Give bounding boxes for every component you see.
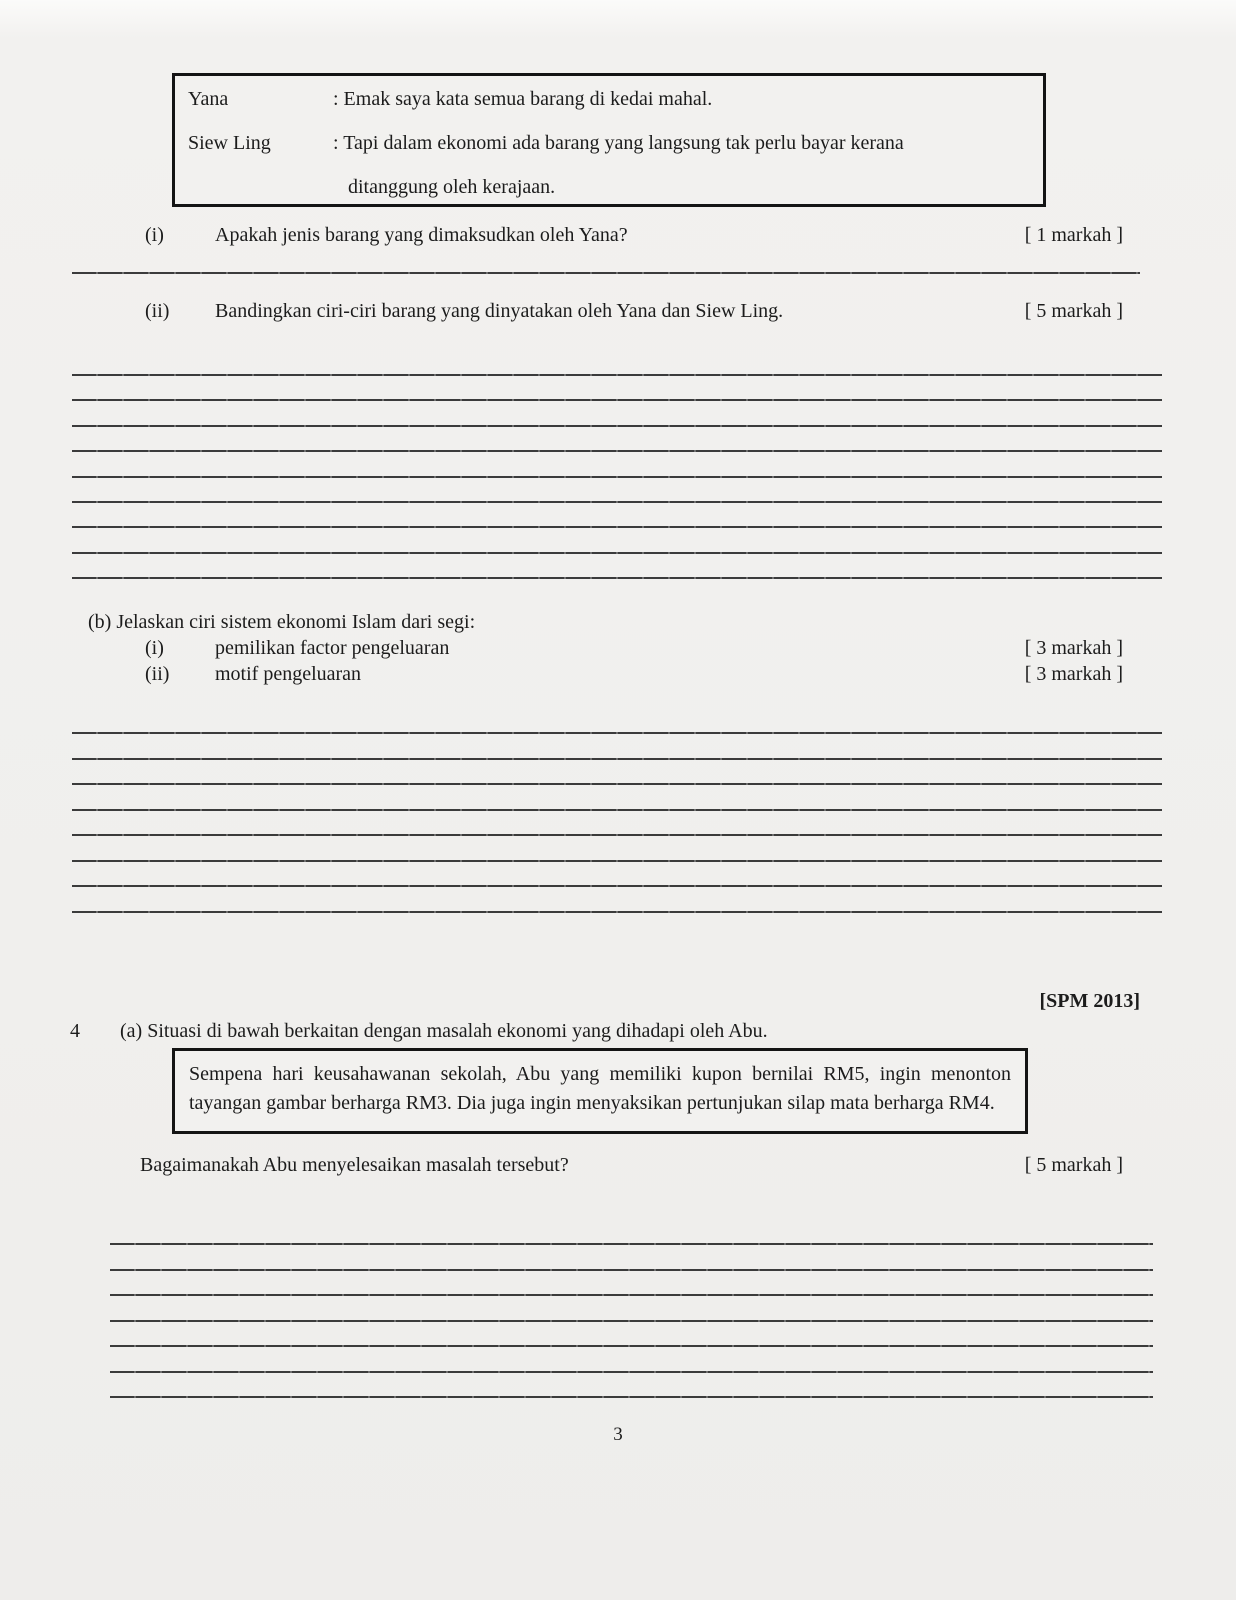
speaker-name (188, 176, 333, 199)
answer-line (110, 1269, 1153, 1271)
answer-line (110, 1345, 1153, 1347)
answer-line (72, 476, 1162, 478)
speaker-utterance: : Tapi dalam ekonomi ada barang yang langsung tak perlu bayar kerana (333, 132, 904, 154)
marks-label: [ 5 markah ] (1024, 1154, 1123, 1176)
question-text: Bandingkan ciri-ciri barang yang dinyatakan oleh Yana dan Siew Ling. (215, 300, 784, 322)
question-number: (i) (145, 224, 164, 246)
speaker-utterance: : Emak saya kata semua barang di kedai mahal. (333, 88, 713, 110)
dialogue-row (188, 132, 1033, 155)
question-3b-intro: (b) Jelaskan ciri sistem ekonomi Islam dari segi: (88, 611, 476, 633)
answer-line (110, 1320, 1153, 1322)
answer-line (72, 399, 1162, 401)
dialogue-row (188, 176, 1033, 199)
answer-line (110, 1396, 1153, 1398)
question-intro: (a) Situasi di bawah berkaitan dengan masalah ekonomi yang dihadapi oleh Abu. (120, 1020, 768, 1042)
answer-line (72, 860, 1162, 862)
answer-lines-3b (72, 732, 1162, 936)
question-text: pemilikan factor pengeluaran (215, 637, 450, 659)
answer-lines-4 (110, 1243, 1153, 1422)
answer-line (72, 374, 1162, 376)
dialogue-row (188, 88, 1033, 111)
scenario-text: Sempena hari keusahawanan sekolah, Abu yang memiliki kupon bernilai RM5, ingin menonton tayangan gambar berharga RM3. Dia juga ingin menyaksikan pertunjukan silap mata berharga RM4. (189, 1063, 1011, 1114)
answer-line (110, 1371, 1153, 1373)
answer-line (72, 552, 1162, 554)
spm-year-tag: [SPM 2013] (1039, 990, 1140, 1012)
answer-line (72, 526, 1162, 528)
marks-label: [ 1 markah ] (1024, 224, 1123, 246)
scenario-stimulus-box (172, 1048, 1028, 1134)
question-number: 4 (70, 1020, 80, 1042)
answer-line (72, 732, 1162, 734)
question-4-prompt-row (0, 1154, 1236, 1180)
answer-line (72, 834, 1162, 836)
answer-line (72, 911, 1162, 913)
marks-label: [ 3 markah ] (1024, 663, 1123, 685)
question-text: Bagaimanakah Abu menyelesaikan masalah tersebut? (140, 1154, 569, 1176)
speaker-utterance-continuation: ditanggung oleh kerajaan. (348, 176, 556, 198)
answer-line (110, 1243, 1153, 1245)
marks-label: [ 3 markah ] (1024, 637, 1123, 659)
answer-line (72, 450, 1162, 452)
question-3b-ii-row (0, 663, 1236, 689)
answer-line (72, 577, 1162, 579)
speaker-name: Siew Ling (188, 132, 271, 154)
answer-line (72, 425, 1162, 427)
question-number: (ii) (145, 300, 170, 322)
question-3b-i-row (0, 637, 1236, 663)
answer-line (72, 783, 1162, 785)
answer-lines-3a-ii (72, 374, 1162, 603)
question-text: Apakah jenis barang yang dimaksudkan oleh Yana? (215, 224, 628, 246)
answer-line (72, 885, 1162, 887)
page-number: 3 (613, 1424, 623, 1445)
question-number: (ii) (145, 663, 170, 685)
answer-line (72, 809, 1162, 811)
answer-line (110, 1294, 1153, 1296)
question-text: motif pengeluaran (215, 663, 362, 685)
question-3a-i-row (0, 224, 1236, 250)
speaker-name: Yana (188, 88, 229, 110)
answer-line (72, 501, 1162, 503)
question-3a-ii-row (0, 300, 1236, 326)
question-number: (i) (145, 637, 164, 659)
answer-line (72, 272, 1140, 274)
marks-label: [ 5 markah ] (1024, 300, 1123, 322)
answer-line (72, 758, 1162, 760)
dialogue-stimulus-box (172, 73, 1046, 207)
